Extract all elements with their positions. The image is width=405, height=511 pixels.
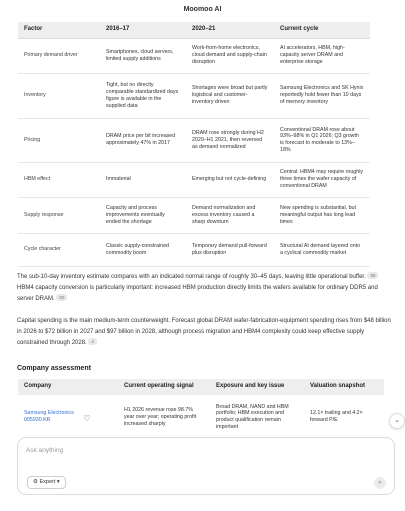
column-header: Current cycle	[274, 22, 370, 38]
column-header: Factor	[18, 22, 100, 38]
table-cell: Pricing	[18, 118, 100, 162]
caret-down-icon: ▾	[56, 479, 60, 485]
table-cell: Samsung Electronics and SK Hynix reportedly hold fewer than 10 days of memory inventory	[274, 73, 370, 118]
table-cell: Central: HBM4 may require roughly three times the wafer capacity of conventional DRAM	[274, 162, 370, 197]
table-row	[18, 38, 370, 73]
column-header: Exposure and key issue	[210, 379, 304, 395]
table-cell: Structural AI demand layered onto a cyclical commodity market	[274, 233, 370, 266]
table-cell: 12.1× trailing and 4.2× forward P/E	[310, 410, 363, 424]
ticker-link[interactable]: 005930.KR	[24, 417, 51, 424]
table-cell: Emerging but not cycle-defining	[186, 162, 274, 197]
section-title: Company assessment	[17, 365, 91, 372]
table-cell: Conventional DRAM rose about 93%–98% in Q1 2026; Q3 growth is forecast to moderate to 13%–18%	[274, 118, 370, 162]
column-header: Company	[18, 379, 118, 395]
chevron-down-icon: ⌄	[394, 417, 400, 424]
table-header-row	[18, 22, 370, 38]
table-cell: H1 2026 revenue rose 98.7% year over year; operating profit increased sharply	[124, 406, 197, 427]
company-cell	[18, 395, 118, 440]
app-title: Moomoo AI	[183, 6, 222, 13]
send-arrow-icon: ➤	[377, 480, 383, 486]
cycle-comparison-table	[18, 22, 370, 267]
analysis-paragraph: Capital spending is the main medium-term counterweight. Forecast global DRAM wafer-fabrication-equipment spending rises from $48 billion in 2026 to $72 billion in 2027 and $97 billion in 2028, although process migration and HBM4 complexity could keep effective supply constrained through 2028. 4	[17, 318, 391, 346]
table-cell: AI accelerators, HBM, high-capacity server DRAM and enterprise storage	[274, 38, 370, 73]
table-cell: HBM effect	[18, 162, 100, 197]
citation-badge[interactable]: 58	[367, 272, 378, 279]
table-cell: DRAM rose strongly during H2 2020–H1 2021, then reversed as demand normalized	[186, 118, 274, 162]
scroll-down-button[interactable]	[389, 413, 405, 429]
expert-mode-label: Expert	[39, 479, 56, 485]
app-title-bar	[0, 0, 405, 19]
table-cell: Primary demand driver	[18, 38, 100, 73]
table-cell: DRAM price per bit increased approximately 47% in 2017	[100, 118, 186, 162]
table-row	[18, 118, 370, 162]
column-header: Valuation snapshot	[304, 379, 384, 395]
table-cell: Broad DRAM, NAND and HBM portfolio; HBM execution and product qualification remain important	[216, 403, 289, 431]
column-header: Current operating signal	[118, 379, 210, 395]
table-row	[18, 197, 370, 233]
table-cell: Smartphones, cloud servers, limited supply additions	[100, 38, 186, 73]
table-cell: Tight, but no directly comparable standardized days figure is available in the supplied data	[100, 73, 186, 118]
table-row	[18, 395, 384, 440]
table-cell: Shortages were broad but partly logistical and customer-inventory driven	[186, 73, 274, 118]
table-cell: Immaterial	[100, 162, 186, 197]
expert-mode-icon: ⚙	[33, 479, 38, 485]
table-cell: Work-from-home electronics, cloud demand and supply-chain disruption	[186, 38, 274, 73]
ask-input[interactable]	[26, 447, 366, 454]
table-cell: Demand normalization and excess inventory caused a sharp downturn	[186, 197, 274, 233]
table-cell: Cycle character	[18, 233, 100, 266]
table-cell: Capacity and process improvements eventually ended the shortage	[100, 197, 186, 233]
column-header: 2016–17	[100, 22, 186, 38]
table-row	[18, 233, 370, 266]
column-header: 2020–21	[186, 22, 274, 38]
table-cell: Supply response	[18, 197, 100, 233]
expert-mode-button[interactable]	[27, 476, 66, 489]
table-row	[18, 162, 370, 197]
chat-composer	[17, 437, 395, 495]
table-cell: Temporary demand pull-forward plus disruption	[186, 233, 274, 266]
table-cell: Inventory	[18, 73, 100, 118]
citation-badge[interactable]: 4	[88, 338, 97, 345]
send-button[interactable]	[374, 477, 386, 489]
company-assessment-table	[18, 379, 384, 440]
company-link[interactable]: Samsung Electronics	[24, 410, 74, 417]
table-row	[18, 73, 370, 118]
table-cell: New spending is substantial, but meaningful output has long lead times	[274, 197, 370, 233]
table-header-row	[18, 379, 384, 395]
heart-outline-icon[interactable]: ♡	[83, 413, 91, 423]
analysis-paragraph: The sub-10-day inventory estimate compares with an indicated normal range of roughly 30–45 days, leaving little operational buffer. 58 HBM4 capacity conversion is particularly important: increased HBM production directly limits the wafers available for ordinary DDR5 and server DRAM. 60	[17, 273, 378, 302]
citation-badge[interactable]: 60	[56, 294, 67, 301]
table-cell: Classic supply-constrained commodity boom	[100, 233, 186, 266]
